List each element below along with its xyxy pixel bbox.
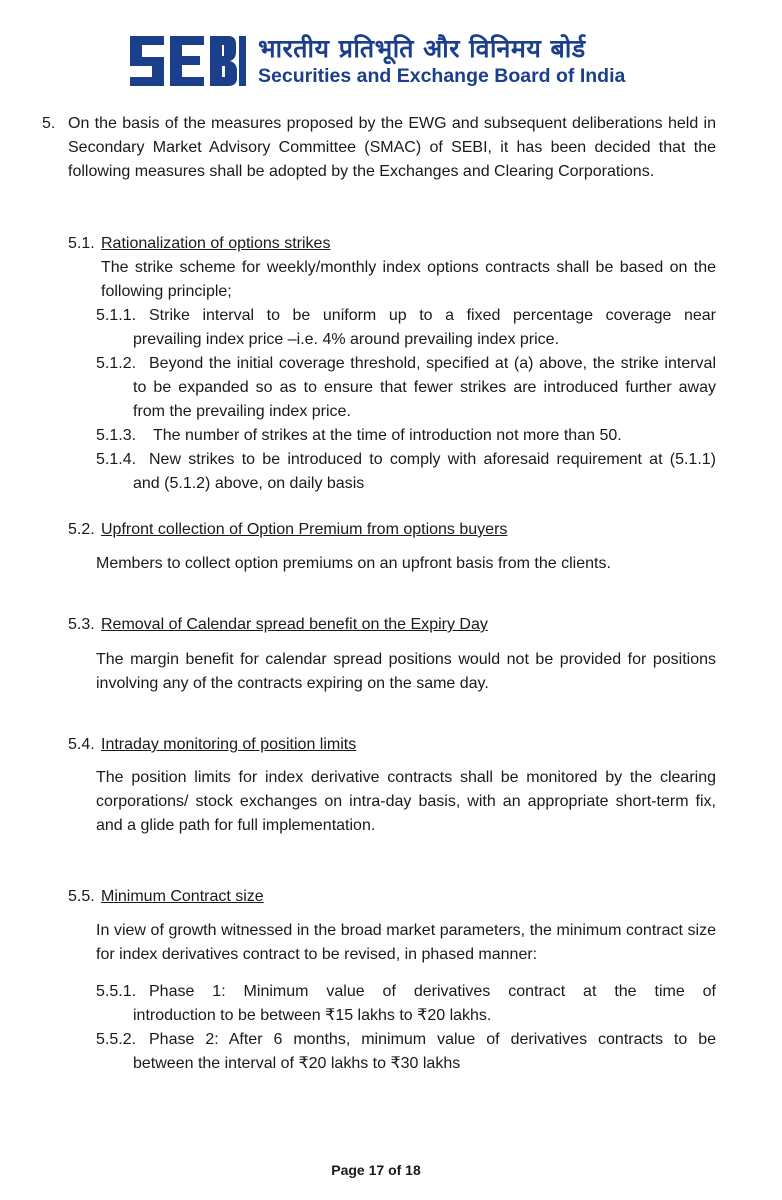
subsection-number: 5.1.1. (96, 307, 137, 324)
subsection-text-first-line: Phase 1: Minimum value of derivatives contract at the time of (149, 983, 716, 1000)
subsection-number: 5.1.2. (96, 355, 137, 372)
subsection-number: 5.1.4. (96, 451, 137, 468)
section-body: In view of growth witnessed in the broad market parameters, the minimum contract size for index derivatives contract to be revised, in phased manner: (96, 922, 716, 963)
sebi-header (128, 30, 625, 92)
section-intro: The strike scheme for weekly/monthly index options contracts shall be based on the following principle; (101, 259, 716, 300)
subsection-text: The number of strikes at the time of introduction not more than 50. (153, 427, 622, 444)
section-number: 5.3. (68, 616, 95, 633)
section-number: 5.1. (68, 235, 95, 252)
section-title: Intraday monitoring of position limits (101, 736, 357, 753)
subsection-text: Beyond the initial coverage threshold, specified at (a) above, the strike interval to be expanded so as to ensure that fewer strikes are introduced further away from the prevailing index price. (133, 355, 716, 420)
section-body: The position limits for index derivative contracts shall be monitored by the clearing corporations/ stock exchanges on intra-day basis, with an appropriate short-term fix, and a glide path for full implementation. (96, 769, 716, 834)
sebi-logo-icon (128, 30, 246, 92)
subsection-number: 5.1.3. (96, 427, 137, 444)
org-name-hindi: भारतीय प्रतिभूति और विनिमय बोर्ड (258, 34, 586, 63)
subsection-text: New strikes to be introduced to comply with aforesaid requirement at (5.1.1) and (5.1.2) above, on daily basis (133, 451, 716, 492)
subsection-text: between the interval of ₹20 lakhs to ₹30 lakhs (133, 1055, 461, 1072)
section-number: 5.2. (68, 521, 95, 538)
section-number: 5.5. (68, 888, 95, 905)
subsection-text-first-line: Phase 2: After 6 months, minimum value of derivatives contracts to be (149, 1031, 716, 1048)
paragraph-text: On the basis of the measures proposed by the EWG and subsequent deliberations held in Secondary Market Advisory Committee (SMAC) of SEBI, it has been decided that the following measures shall be adopted by the Exchanges and Clearing Corporations. (68, 115, 716, 180)
section-number: 5.4. (68, 736, 95, 753)
subsection-text-first-line: Strike interval to be uniform up to a fixed percentage coverage near (149, 307, 716, 324)
subsection-number: 5.5.1. (96, 983, 137, 1000)
section-title: Minimum Contract size (101, 888, 264, 905)
section-title: Upfront collection of Option Premium from options buyers (101, 521, 508, 538)
section-body: The margin benefit for calendar spread positions would not be provided for positions involving any of the contracts expiring on the same day. (96, 651, 716, 692)
section-body: Members to collect option premiums on an upfront basis from the clients. (96, 555, 611, 572)
subsection-number: 5.5.2. (96, 1031, 137, 1048)
paragraph-number: 5. (42, 115, 56, 132)
org-name-english: Securities and Exchange Board of India (258, 65, 626, 87)
section-title: Rationalization of options strikes (101, 235, 331, 252)
subsection-text: introduction to be between ₹15 lakhs to ₹20 lakhs. (133, 1007, 492, 1024)
page-number: Page 17 of 18 (331, 1162, 421, 1178)
subsection-text: prevailing index price –i.e. 4% around prevailing index price. (133, 331, 560, 348)
section-title: Removal of Calendar spread benefit on the Expiry Day (101, 616, 488, 633)
